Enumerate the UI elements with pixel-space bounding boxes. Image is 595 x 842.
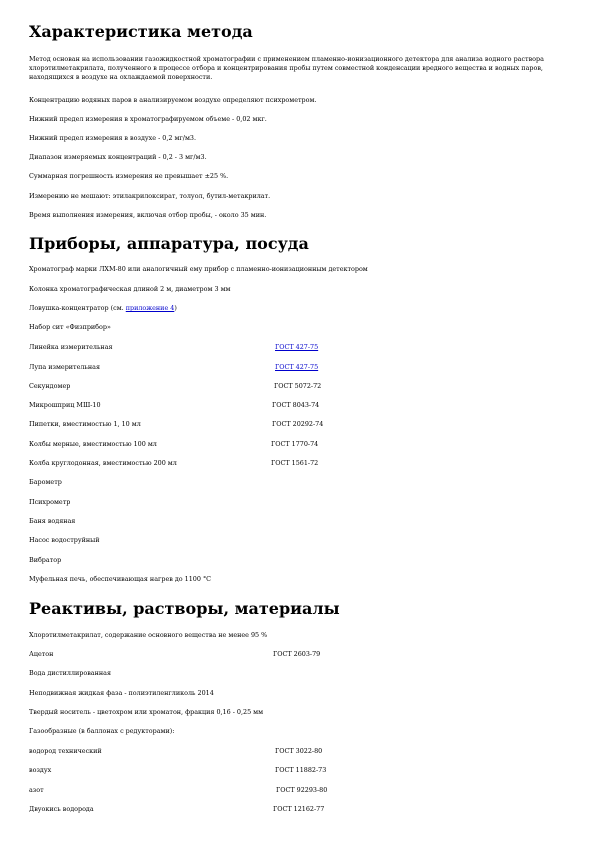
gas-name: воздух: [29, 766, 52, 774]
equipment-line: Колонка хроматографическая длиной 2 м, диаметром 3 мм: [29, 285, 231, 293]
method-paragraph: Время выполнения измерения, включая отбор пробы, - около 35 мин.: [29, 211, 267, 219]
method-paragraph: Нижний предел измерения в воздухе - 0,2 мг/м3.: [29, 134, 197, 142]
gas-name: Двуокись водорода: [29, 805, 94, 813]
equipment-extra: Барометр: [29, 478, 62, 486]
gost-number: ГОСТ 1561-72: [271, 459, 319, 467]
equipment-extra: Насос водоструйный: [29, 536, 100, 544]
gost-number: ГОСТ 3022-80: [275, 747, 323, 755]
equipment-item-name: Колбы мерные, вместимостью 100 мл: [29, 440, 157, 448]
equipment-item-name: Колба круглодонная, вместимостью 200 мл: [29, 459, 177, 467]
gost-number: ГОСТ 20292-74: [272, 420, 324, 428]
gas-name: водород технический: [29, 747, 102, 755]
reagent-main: Хлорэтилметакрилат, содержание основного вещества не менее 95 %: [29, 631, 268, 639]
section-heading-reagents: Реактивы, растворы, материалы: [29, 599, 340, 618]
section-heading-equipment: Приборы, аппаратура, посуда: [29, 234, 309, 253]
section-heading-method: Характеристика метода: [29, 22, 253, 41]
gost-number: ГОСТ 5072-72: [274, 382, 322, 390]
gas-name: азот: [29, 786, 44, 794]
equipment-item-name: Линейка измерительная: [29, 343, 113, 351]
reagent-line: Газообразные (в баллонах с редукторами):: [29, 727, 175, 735]
equipment-item-name: Лупа измерительная: [29, 363, 100, 371]
reagent-line: Неподвижная жидкая фаза - полиэтиленгликоль 2014: [29, 689, 214, 697]
method-paragraph: Метод основан на использовании газожидкостной хроматографии с применением пламенно-ионизационного детектора для анализа водного раствора хлорэтилметакрилата, полученного в процессе отбора и концентрирования пробы путем совместной конденсации вредного вещества и водных паров, находящихся в воздухе на охлаждаемой поверхности.: [29, 55, 544, 81]
reagent-line: Твердый носитель - цветохром или хроматон, фракция 0,16 - 0,25 мм: [29, 708, 264, 716]
equipment-trap-line: [29, 304, 177, 313]
gost-link[interactable]: ГОСТ 427-75: [275, 363, 319, 371]
method-paragraph: Диапазон измеряемых концентраций - 0,2 - 3 мг/м3.: [29, 153, 207, 161]
gost-number: ГОСТ 11882-73: [275, 766, 327, 774]
gost-number: ГОСТ 92293-80: [276, 786, 328, 794]
equipment-extra: Баня водяная: [29, 517, 76, 525]
reagent-item-name: Ацетон: [29, 650, 54, 658]
appendix-4-link[interactable]: приложение 4: [125, 304, 175, 312]
equipment-extra: Психрометр: [29, 498, 71, 506]
equipment-extra: Муфельная печь, обеспечивающая нагрев до 1100 °С: [29, 575, 212, 583]
trap-suffix: ): [174, 304, 177, 312]
gost-link[interactable]: ГОСТ 427-75: [275, 343, 319, 351]
equipment-item-name: Микрошприц МШ-10: [29, 401, 101, 409]
gost-number: ГОСТ 8043-74: [272, 401, 320, 409]
reagent-line: Вода дистиллированная: [29, 669, 111, 677]
gost-number: ГОСТ 2603-79: [273, 650, 321, 658]
gost-number: ГОСТ 12162-77: [273, 805, 325, 813]
method-paragraph: Измерению не мешают: этилакрилоксират, толуол, бутил-метакрилат.: [29, 192, 271, 200]
method-paragraph: Концентрацию водяных паров в анализируемом воздухе определяют психрометром.: [29, 96, 317, 104]
gost-number: ГОСТ 1770-74: [271, 440, 319, 448]
equipment-item-name: Секундомер: [29, 382, 71, 390]
equipment-extra: Вибратор: [29, 556, 62, 564]
equipment-line: Набор сит «Физприбор»: [29, 323, 111, 331]
equipment-item-name: Пипетки, вместимостью 1, 10 мл: [29, 420, 141, 428]
method-paragraph: Суммарная погрешность измерения не превышает ±25 %.: [29, 172, 229, 180]
equipment-line: Хроматограф марки ЛХМ-80 или аналогичный ему прибор с пламенно-ионизационным детектором: [29, 265, 368, 273]
method-paragraph: Нижний предел измерения в хроматографируемом объеме - 0,02 мкг.: [29, 115, 267, 123]
trap-prefix: Ловушка-концентратор (см.: [29, 304, 126, 312]
